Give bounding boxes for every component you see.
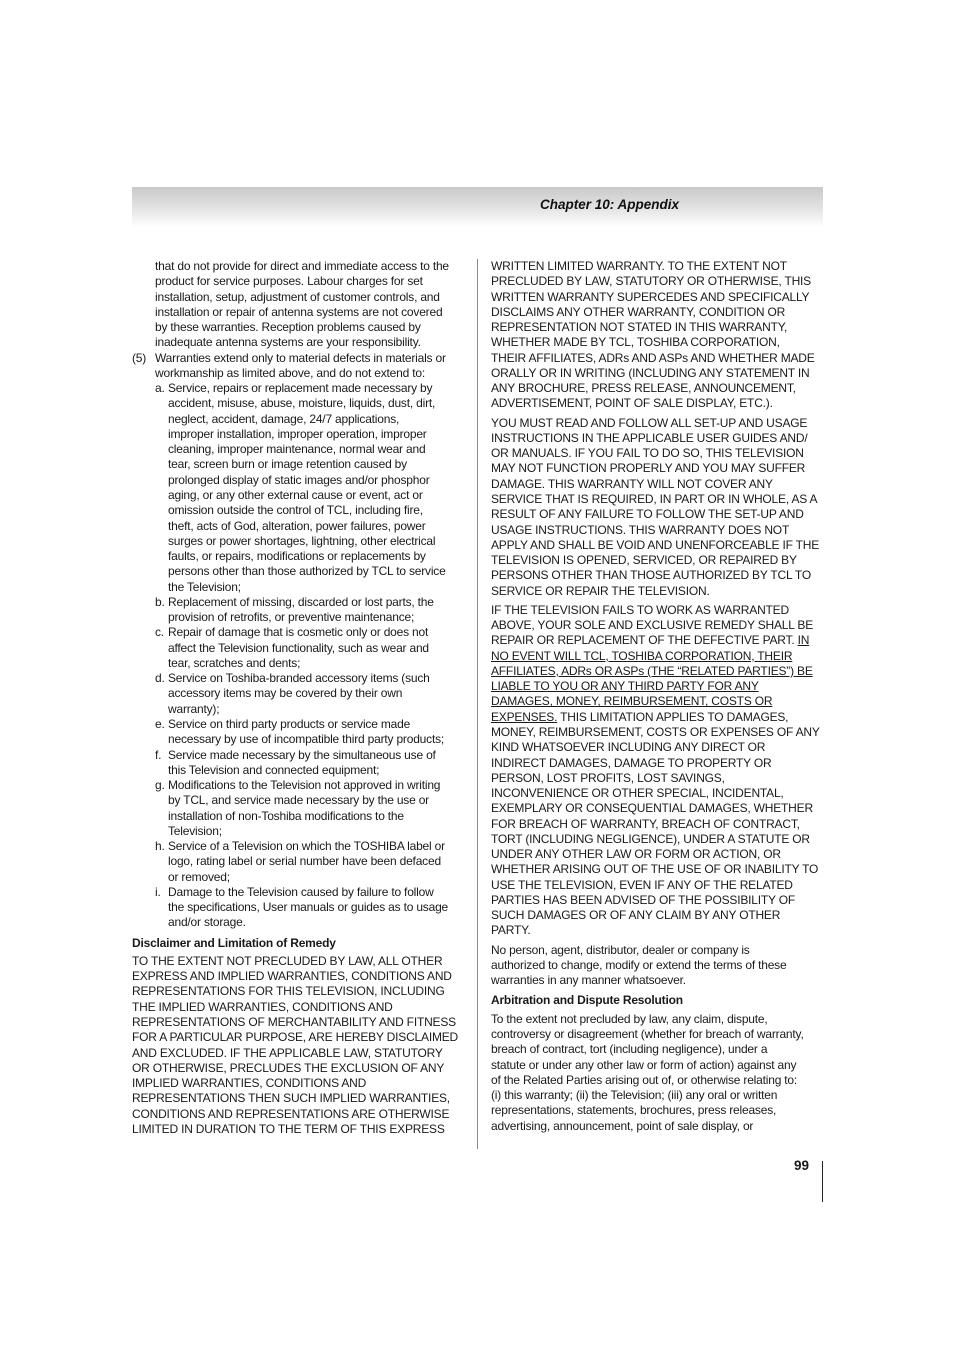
text-line: theft, acts of God, alteration, power failures, power [168,518,426,533]
text-line: To the extent not precluded by law, any claim, dispute, [491,1011,768,1026]
text-line: SERVICE OR REPAIR THE TELEVISION. [491,583,710,598]
underlined-text: DAMAGES, MONEY, REIMBURSEMENT, COSTS OR [491,694,773,709]
text-line: EXEMPLARY OR CONSEQUENTIAL DAMAGES, WHETHER [491,801,813,816]
text-line: surges or power shortages, lightning, other electrical [168,533,436,548]
text-line: YOU MUST READ AND FOLLOW ALL SET-UP AND USAGE [491,415,808,430]
text-line: omission outside the control of TCL, including fire, [168,503,423,518]
text-line: IF THE TELEVISION FAILS TO WORK AS WARRANTED [491,602,789,617]
disclaimer-heading: Disclaimer and Limitation of Remedy [132,935,336,950]
text-line: WHETHER MADE BY TCL, TOSHIBA CORPORATION, [491,335,780,350]
sub-item-d [155,671,464,717]
text-line: this Television and connected equipment; [168,762,380,777]
text-line: INDIRECT DAMAGES, DAMAGE TO PROPERTY OR [491,755,772,770]
text-line: SERVICE THAT IS REQUIRED, IN PART OR IN WHOLE, AS A [491,491,818,506]
plain-text: THIS LIMITATION APPLIES TO DAMAGES, [557,709,789,724]
text-line: Television; [168,823,222,838]
text-line: neglect, accident, damage, 24/7 applications, [168,411,400,426]
sub-item-letter: d. [155,671,165,686]
text-line: product for service purposes. Labour charges for set [155,274,423,289]
text-line: DISCLAIMS ANY OTHER WARRANTY, CONDITION OR [491,304,786,319]
text-line: necessary by use of incompatible third party products; [168,732,445,747]
text-line: REPRESENTATION NOT STATED IN THIS WARRANTY, [491,320,788,335]
underlined-text: AFFILIATES, ADRs OR ASPs (THE “RELATED PARTIES”) BE [491,663,813,678]
text-line: REPRESENTATIONS THEN SUCH IMPLIED WARRANTIES, [132,1091,450,1106]
text-line: Damage to the Television caused by failure to follow [168,884,434,899]
text-line: THEIR AFFILIATES, ADRs AND ASPs AND WHETHER MADE [491,350,815,365]
sub-item-e [155,717,464,748]
underlined-text: IN [797,633,810,648]
text-line: controversy or disagreement (whether for breach of warranty, [491,1027,804,1042]
text-line: workmanship as limited above, and do not extend to: [155,365,425,380]
text-line: PARTY. [491,923,531,938]
chapter-title: Chapter 10: Appendix [539,197,679,212]
sub-item-a [155,381,464,595]
sub-item-c [155,625,464,671]
text-line [491,664,822,679]
text-line: RESULT OF ANY FAILURE TO FOLLOW THE SET-UP AND [491,507,804,522]
text-line: by these warranties. Reception problems caused by [155,320,421,335]
text-line: KIND WHATSOEVER INCLUDING ANY DIRECT OR [491,740,766,755]
sub-item-f [155,748,464,779]
text-line: FOR BREACH OF WARRANTY, BREACH OF CONTRACT, [491,816,800,831]
text-line: USE THE TELEVISION, EVEN IF ANY OF THE RELATED [491,877,793,892]
text-line: statute or under any other law or form of action) against any [491,1057,797,1072]
text-line: warranty); [168,701,220,716]
text-line: USAGE INSTRUCTIONS. THIS WARRANTY DOES NOT [491,522,790,537]
text-line: Modifications to the Television not approved in writing [168,778,441,793]
text-line: MAY NOT FUNCTION PROPERLY AND YOU MAY SUFFER [491,461,806,476]
setup-usage-paragraph [491,416,822,599]
text-line: tear, screen burn or image retention caused by [168,457,407,472]
sub-item-letter: b. [155,594,165,609]
arbitration-paragraph [491,1012,822,1134]
page-number-rule [822,1161,823,1202]
text-line: faults, or repairs, modifications or replacements by [168,549,426,564]
text-line: LIMITED IN DURATION TO THE TERM OF THIS EXPRESS [132,1121,445,1136]
text-line: and/or storage. [168,915,246,930]
text-line: WRITTEN WARRANTY SUPERCEDES AND SPECIFICALLY [491,289,810,304]
text-line: the specifications, User manuals or guides as to usage [168,900,449,915]
text-line: Service on third party products or service made [168,716,411,731]
text-line [491,649,822,664]
text-line: authorized to change, modify or extend the terms of these [491,957,787,972]
text-line: APPLY AND SHALL BE VOID AND UNENFORCEABLE IF THE [491,537,820,552]
text-line: PRECLUDED BY LAW, STATUTORY OR OTHERWISE, THIS [491,274,811,289]
text-line: AND EXCLUDED. IF THE APPLICABLE LAW, STATUTORY [132,1045,443,1060]
text-line: CONDITIONS AND REPRESENTATIONS ARE OTHERWISE [132,1106,450,1121]
text-line: or removed; [168,869,230,884]
text-line: installation, setup, adjustment of customer controls, and [155,289,440,304]
sub-item-letter: h. [155,839,165,854]
text-line: inadequate antenna systems are your responsibility. [155,335,421,350]
sub-item-letter: f. [155,747,162,762]
sub-item-letter: i. [155,884,161,899]
text-line: Service, repairs or replacement made necessary by [168,381,433,396]
sub-item-letter: g. [155,778,165,793]
text-line: advertising, announcement, point of sale display, or [491,1118,754,1133]
text-line: Repair of damage that is cosmetic only or does not [168,625,429,640]
chapter-header-band [132,187,823,227]
text-line: cleaning, improper maintenance, normal wear and [168,442,426,457]
text-line: EXPRESS AND IMPLIED WARRANTIES, CONDITIONS AND [132,969,452,984]
text-line: IMPLIED WARRANTIES, CONDITIONS AND [132,1076,367,1091]
text-line: THE IMPLIED WARRANTIES, CONDITIONS AND [132,999,393,1014]
text-line: ADVERTISEMENT, POINT OF SALE DISPLAY, ETC.). [491,396,773,411]
text-line: OR OTHERWISE, PRECLUDES THE EXCLUSION OF ANY [132,1060,445,1075]
text-line: No person, agent, distributor, dealer or company is [491,942,750,957]
disclaimer-paragraph [132,954,464,1137]
right-column [491,259,822,1134]
text-line [491,633,822,648]
text-line: warranties in any manner whatsoever. [491,973,686,988]
text-line: accessory items may be covered by their own [168,686,403,701]
text-line: ORALLY OR IN WRITING (INCLUDING ANY STATEMENT IN [491,365,810,380]
text-line [491,679,822,694]
text-line: accident, misuse, abuse, moisture, liquids, dust, dirt, [168,396,436,411]
text-line: tear, scratches and dents; [168,655,301,670]
text-line: the Television; [168,579,241,594]
text-line: of the Related Parties arising out of, or otherwise relating to: [491,1072,798,1087]
text-line: TELEVISION IS OPENED, SERVICED, OR REPAIRED BY [491,553,797,568]
item-number: (5) [132,350,147,365]
text-line: PARTIES HAS BEEN ADVISED OF THE POSSIBILITY OF [491,892,796,907]
column-divider [477,259,478,1149]
remedy-limitation-paragraph [491,603,822,939]
text-line [491,710,822,725]
text-line: installation or repair of antenna systems are not covered [155,304,443,319]
sub-item-letter: a. [155,381,165,396]
text-line: DAMAGE. THIS WARRANTY WILL NOT COVER ANY [491,476,773,491]
sub-item-letter: e. [155,716,165,731]
text-line: provision of retrofits, or preventive maintenance; [168,610,415,625]
text-line: FOR A PARTICULAR PURPOSE, ARE HEREBY DISCLAIMED [132,1030,459,1045]
text-line: Replacement of missing, discarded or lost parts, the [168,594,434,609]
no-modification-paragraph [491,943,822,989]
text-line: SUCH DAMAGES OR OF ANY CLAIM BY ANY OTHER [491,908,781,923]
text-line: installation of non-Toshiba modifications to the [168,808,404,823]
warranty-supersede-paragraph [491,259,822,412]
text-line: UNDER ANY OTHER LAW OR FORM OR ACTION, OR [491,847,781,862]
text-line: prolonged display of static images and/or phosphor [168,472,430,487]
left-column [132,259,464,1137]
sub-item-i [155,885,464,931]
underlined-text: NO EVENT WILL TCL, TOSHIBA CORPORATION, THEIR [491,648,793,663]
text-line: PERSONS OTHER THAN THOSE AUTHORIZED BY TCL TO [491,568,811,583]
text-line: REPRESENTATIONS FOR THIS TELEVISION, INCLUDING [132,984,445,999]
text-line: logo, rating label or serial number have been defaced [168,854,441,869]
sub-item-letter: c. [155,625,164,640]
arbitration-heading: Arbitration and Dispute Resolution [491,993,683,1008]
text-line: PERSON, LOST PROFITS, LOST SAVINGS, [491,770,725,785]
sub-item-g [155,778,464,839]
text-line: persons other than those authorized by TCL to service [168,564,446,579]
plain-text: REPAIR OR REPLACEMENT OF THE DEFECTIVE PART. [491,633,798,648]
sub-item-h [155,839,464,885]
text-line: breach of contract, tort (including negligence), under a [491,1042,768,1057]
text-line: WRITTEN LIMITED WARRANTY. TO THE EXTENT NOT [491,259,787,273]
text-line: ANY BROCHURE, PRESS RELEASE, ANNOUNCEMENT, [491,381,796,396]
text-line: affect the Television functionality, such as wear and [168,640,429,655]
text-line: (i) this warranty; (ii) the Television; (iii) any oral or written [491,1088,778,1103]
text-line: Service made necessary by the simultaneous use of [168,747,436,762]
text-line: representations, statements, brochures, press releases, [491,1103,777,1118]
text-line: Service of a Television on which the TOSHIBA label or [168,839,445,854]
text-line: WHETHER ARISING OUT OF THE USE OF OR INABILITY TO [491,862,819,877]
text-line: aging, or any other external cause or event, act or [168,487,423,502]
text-line: TORT (INCLUDING NEGLIGENCE), UNDER A STATUTE OR [491,831,810,846]
text-line: INCONVENIENCE OR OTHER SPECIAL, INCIDENTAL, [491,786,784,801]
list-item-5 [132,351,464,382]
text-line: MONEY, REIMBURSEMENT, COSTS OR EXPENSES OF ANY [491,724,820,739]
text-line: OR MANUALS. IF YOU FAIL TO DO SO, THIS TELEVISION [491,446,804,461]
intro-paragraph [132,259,464,351]
text-line: INSTRUCTIONS IN THE APPLICABLE USER GUIDES AND/ [491,430,808,445]
sub-item-b [155,595,464,626]
text-line: improper installation, improper operation, improper [168,426,427,441]
underlined-text: EXPENSES. [491,709,558,724]
text-line: ABOVE, YOUR SOLE AND EXCLUSIVE REMEDY SHALL BE [491,618,814,633]
text-line: by TCL, and service made necessary by the use or [168,793,429,808]
text-line: Service on Toshiba-branded accessory items (such [168,671,430,686]
text-line: TO THE EXTENT NOT PRECLUDED BY LAW, ALL OTHER [132,953,443,968]
text-line: REPRESENTATIONS OF MERCHANTABILITY AND FITNESS [132,1015,456,1030]
text-line: Warranties extend only to material defects in materials or [155,350,446,365]
underlined-text: LIABLE TO YOU OR ANY THIRD PARTY FOR ANY [491,679,759,694]
text-line: that do not provide for direct and immediate access to the [155,259,449,273]
text-line [491,694,822,709]
page-number: 99 [793,1158,809,1173]
